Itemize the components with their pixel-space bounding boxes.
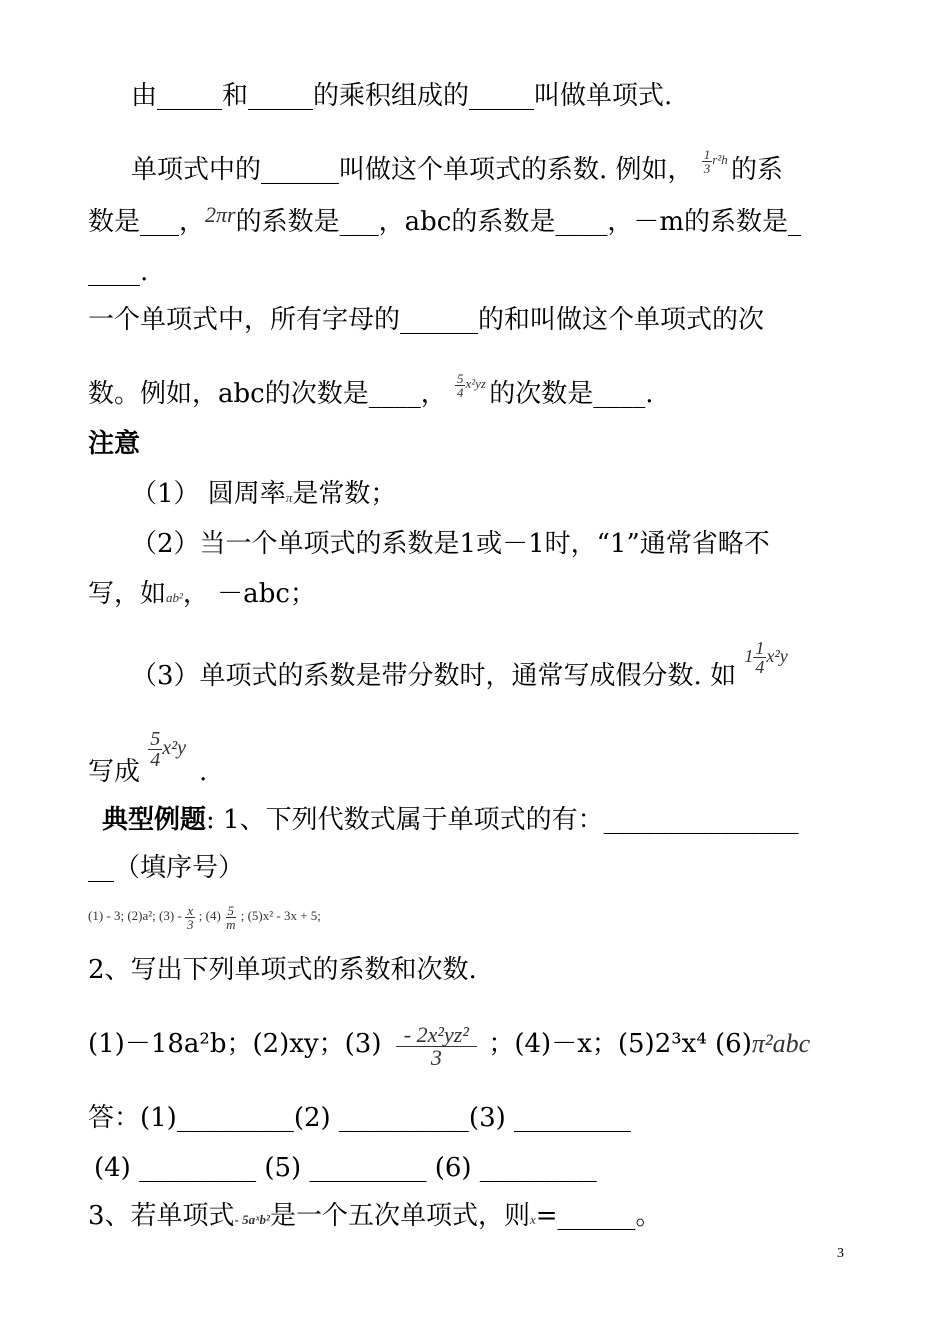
answer-line-2: (4) _________ (5) _________ (6) _________ bbox=[94, 1153, 597, 1183]
note-item-2-cont: 写，如ab²， －abc； bbox=[88, 579, 316, 609]
math-r2h: 1 3 r²h bbox=[703, 146, 728, 176]
answer-line-1: 答：(1)_________(2) __________(3) _________ bbox=[88, 1103, 632, 1133]
example-1: 典型例题: 1、下列代数式属于单项式的有：_______________ bbox=[102, 805, 799, 835]
math-pi2abc: π²abc bbox=[751, 1029, 811, 1058]
line-coefficient-cont: ____. bbox=[88, 257, 149, 287]
example-2-items: (1)－18a²b；(2)xy；(3) $\frac{\text{- 2x²yz²}}{3}$ ；(4)－x；(5)2³x⁴ (6)π²abc bbox=[88, 1022, 811, 1071]
line-degree-examples: 数。例如，abc的次数是____， $^{\frac{5}{4} x^2yz}$ 的次数是____. bbox=[88, 370, 654, 409]
page-number: 3 bbox=[837, 1246, 844, 1261]
line-coefficient-examples: 数是___，$^{2\pi r}$的系数是___，abc的系数是____，－m的系数是_ bbox=[88, 202, 801, 237]
note-item-1: （1） 圆周率π是常数； bbox=[131, 479, 397, 509]
example-3: 3、若单项式- 5aˣb²是一个五次单项式，则x=______。 bbox=[88, 1201, 662, 1231]
note-item-3-cont: 写成 $^{\frac{5}{4} x^2y}$ . bbox=[88, 727, 208, 787]
math-ex2-fraction: $\frac{\text{- 2x²yz²}}{3}$ bbox=[396, 1032, 483, 1057]
line-definition: 由_____和_____的乘积组成的_____叫做单项式. bbox=[131, 81, 673, 111]
math-improper-fraction: 5 4 x²y bbox=[150, 727, 187, 771]
math-mixed-fraction: 1 1 4 x²y bbox=[744, 638, 788, 678]
math-pi: π bbox=[285, 490, 293, 505]
note-item-3: （3）单项式的系数是带分数时，通常写成假分数. 如 $^{1 \frac{1}{4} x^2y}$ bbox=[131, 638, 788, 691]
math-2pir: 2πr bbox=[205, 202, 236, 227]
line-degree-intro: 一个单项式中，所有字母的______的和叫做这个单项式的次 bbox=[88, 305, 765, 335]
example-1-options: (1) - 3; (2)a²; (3) - $\frac{x}{3}$ ; (4) $\frac{5}{m}$ ; (5)x² - 3x + 5; bbox=[88, 902, 321, 932]
example-title: 典型例题 bbox=[102, 805, 207, 835]
math-ab2: ab² bbox=[166, 590, 183, 605]
example-2: 2、写出下列单项式的系数和次数. bbox=[88, 955, 477, 985]
note-item-2: （2）当一个单项式的系数是1或－1时，“1”通常省略不 bbox=[131, 529, 770, 559]
note-title: 注意 bbox=[88, 429, 141, 459]
math-xyz: 5 4 x²yz bbox=[456, 370, 486, 400]
math-ex3-monomial: - 5aˣb² bbox=[234, 1212, 270, 1227]
line-coefficient-intro: 单项式中的______叫做这个单项式的系数. 例如， $^{\frac{1}{3} r^2h}$ 的系 bbox=[131, 146, 784, 185]
example-1-cont: __（填序号） bbox=[88, 853, 245, 883]
math-ex3-x: x bbox=[529, 1212, 536, 1227]
